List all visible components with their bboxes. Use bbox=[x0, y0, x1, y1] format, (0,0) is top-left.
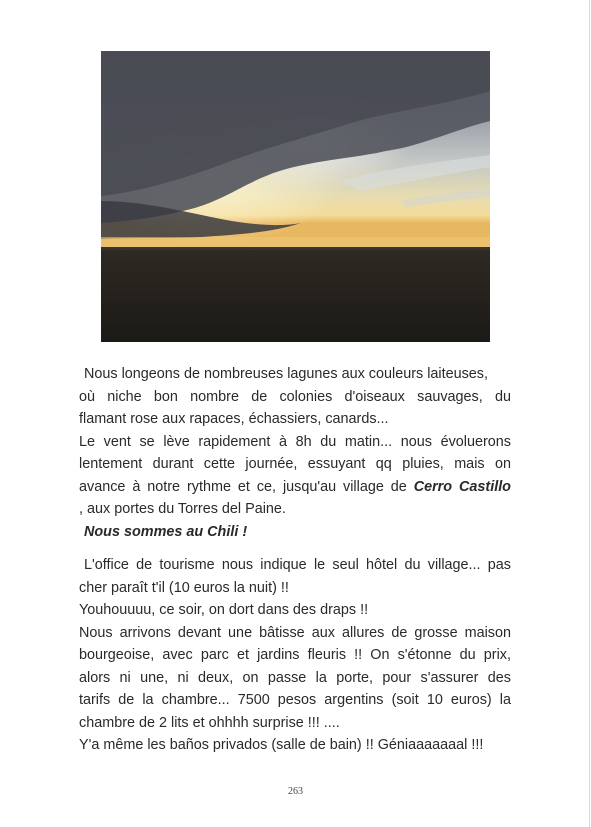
text-line: flamant rose aux rapaces, échassiers, canards... bbox=[79, 411, 389, 427]
sunset-sky-photo bbox=[101, 51, 490, 342]
text-line bbox=[79, 476, 511, 499]
text-line: Nous arrivons devant une bâtisse aux allures de grosse maison bbox=[79, 624, 511, 641]
text-line: alors ni une, ni deux, on passe la porte, pour s'assurer des bbox=[79, 669, 511, 686]
photo-image bbox=[101, 51, 490, 342]
text-line: tarifs de la chambre... 7500 pesos argentins (soit 10 euros) la bbox=[79, 692, 511, 708]
text-line: Le vent se lève rapidement à 8h du matin... nous évoluerons bbox=[79, 433, 511, 450]
place-name-highlight: Cerro Castillo bbox=[413, 478, 511, 495]
text-line: Y'a même les baños privados (salle de bain) !! Géniaaaaaaal !!! bbox=[79, 737, 484, 753]
text-line: , aux portes du Torres del Paine. bbox=[79, 501, 286, 517]
text-line: bourgeoise, avec parc et jardins fleuris !! On s'étonne du prix, bbox=[79, 647, 511, 663]
paragraph-hotel bbox=[79, 554, 511, 757]
text-line: lentement durant cette journée, essuyant qq pluies, mais on bbox=[79, 456, 511, 472]
text-line: L'office de tourisme nous indique le seul hôtel du village... pas bbox=[84, 557, 511, 573]
chile-arrival-heading: Nous sommes au Chili ! bbox=[84, 523, 248, 540]
text-line: Nous longeons de nombreuses lagunes aux couleurs laiteuses, bbox=[84, 366, 488, 382]
text-fragment: avance à notre rythme et ce, jusqu'au village de bbox=[79, 478, 414, 495]
text-line: Youhouuuu, ce soir, on dort dans des draps !! bbox=[79, 602, 369, 618]
paragraph-cerro-castillo bbox=[79, 363, 511, 543]
text-line: chambre de 2 lits et ohhhh surprise !!! .... bbox=[79, 714, 340, 731]
text-line: où niche bon nombre de colonies d'oiseaux sauvages, du bbox=[79, 388, 511, 405]
text-line: cher paraît t'il (10 euros la nuit) !! bbox=[79, 579, 289, 596]
page-edge bbox=[589, 0, 590, 827]
page-number: 263 bbox=[288, 786, 303, 797]
